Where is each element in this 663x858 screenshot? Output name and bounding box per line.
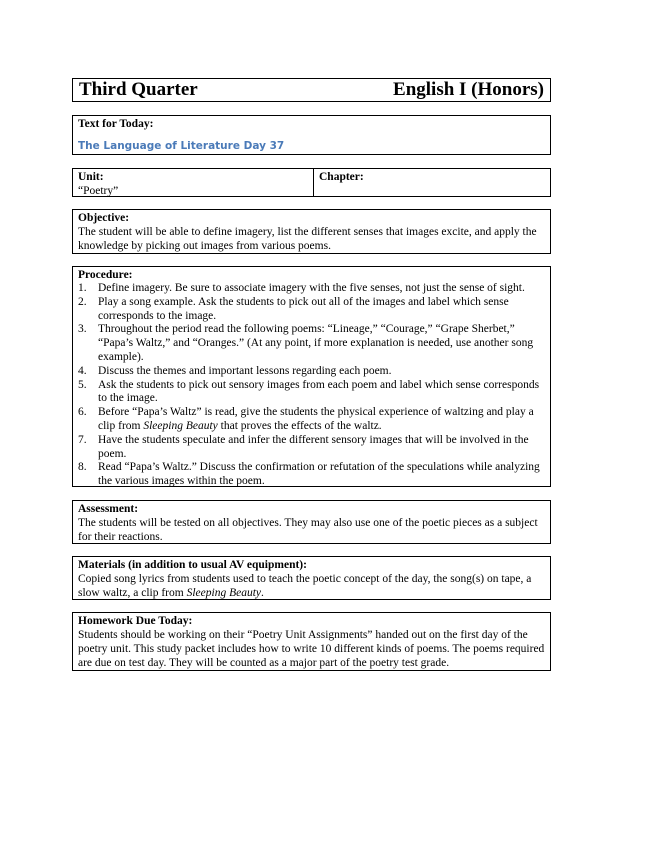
step-text: Ask the students to pick out sensory images from each poem and label which sense corresponds to the image. (98, 378, 540, 405)
step-text: Throughout the period read the following poems: “Lineage,” “Courage,” “Grape Sherbet,” “Papa’s Waltz,” and “Oranges.” (At any point, if more explanation is needed, use another song example). (98, 323, 534, 363)
procedure-step (78, 406, 545, 434)
procedure-step (78, 434, 545, 462)
step-number: 5. (78, 378, 87, 391)
step-number: 7. (78, 433, 87, 446)
procedure-step (78, 365, 545, 379)
objective-text: The student will be able to define imagery, list the different senses that images excite, and apply the knowledge by picking out images from various poems. (78, 226, 537, 252)
step-number: 8. (78, 461, 87, 474)
unit-chapter-row (72, 168, 551, 197)
step-text (98, 406, 545, 434)
step-number: 4. (78, 364, 87, 377)
procedure-step (78, 296, 545, 324)
homework-label: Homework Due Today: (78, 615, 193, 627)
materials-text-part: Copied song lyrics from students used to teach the poetic concept of the day, the song(s) on tape, a slow waltz, a clip from (78, 573, 532, 599)
step-text: Play a song example. Ask the students to pick out all of the images and label which sense corresponds to the image. (98, 295, 509, 322)
text-for-today-label: Text for Today: (78, 118, 154, 130)
page-header (72, 78, 551, 102)
objective-label: Objective: (78, 212, 130, 224)
step-number: 1. (78, 282, 87, 294)
step-number: 2. (78, 295, 87, 308)
assessment-label: Assessment: (78, 503, 139, 515)
materials-text-part: . (261, 587, 264, 599)
step-text-part: that proves the effects of the waltz. (217, 419, 382, 432)
course-title: English I (Honors) (393, 79, 544, 100)
step-number: 6. (78, 406, 87, 419)
objective-section (72, 209, 551, 254)
procedure-section (72, 266, 551, 487)
procedure-step (78, 461, 545, 489)
materials-text (78, 572, 545, 600)
step-text: Have the students speculate and infer the different sensory images that will be involved in the poem. (98, 433, 529, 460)
assessment-text: The students will be tested on all objectives. They may also use one of the poetic pieces as a subject for their reactions. (78, 517, 538, 543)
step-text: Discuss the themes and important lessons regarding each poem. (98, 364, 392, 377)
step-text: Define imagery. Be sure to associate imagery with the five senses, not just the sense of sight. (98, 282, 525, 294)
homework-text: Students should be working on their “Poetry Unit Assignments” handed out on the first day of the poetry unit. This study packet includes how to write 10 different kinds of poems. The poems required are due on test day. They will be counted as a major part of the poetry test grade. (78, 629, 545, 669)
step-number: 3. (78, 323, 87, 336)
procedure-step (78, 379, 545, 407)
chapter-cell (314, 169, 550, 196)
unit-value: “Poetry” (78, 185, 119, 197)
film-title: Sleeping Beauty (143, 419, 218, 432)
procedure-list (78, 282, 545, 489)
film-title: Sleeping Beauty (186, 587, 261, 599)
procedure-step (78, 282, 545, 296)
unit-cell (73, 169, 314, 196)
textbook-title: The Language of Literature Day 37 (78, 140, 285, 152)
step-text: Read “Papa’s Waltz.” Discuss the confirmation or refutation of the speculations while analyzing the various images within the poem. (98, 461, 540, 488)
procedure-step (78, 323, 545, 364)
materials-label: Materials (in addition to usual AV equipment): (78, 559, 307, 571)
chapter-label: Chapter: (319, 171, 364, 183)
step-text-part: Before “Papa’s Waltz” is read, give the students the physical experience of waltzing and play a clip from (98, 406, 534, 432)
quarter-title: Third Quarter (79, 79, 198, 100)
materials-section (72, 556, 551, 600)
homework-section (72, 612, 551, 671)
unit-label: Unit: (78, 171, 104, 183)
text-for-today-section (72, 115, 551, 155)
procedure-label: Procedure: (78, 269, 133, 281)
assessment-section (72, 500, 551, 544)
